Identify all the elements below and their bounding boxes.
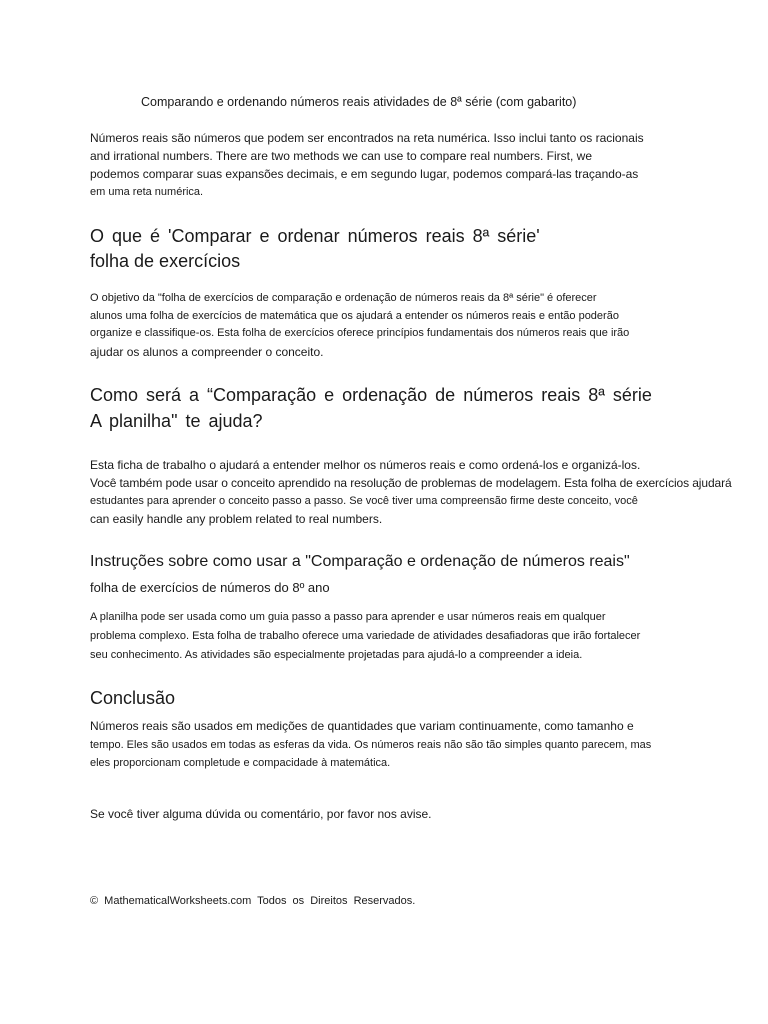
section3-heading: Instruções sobre como usar a "Comparação e ordenação de números reais" (90, 553, 630, 570)
conclusion-body-line-2: tempo. Eles são usados em todas as esferas da vida. Os números reais não são tão simples quanto parecem, mas (90, 739, 652, 751)
section2-body-line-3: estudantes para aprender o conceito passo a passo. Se você tiver uma compreensão firme deste conceito, você (90, 495, 638, 507)
intro-line-3: podemos comparar suas expansões decimais, e em segundo lugar, podemos compará-las traçando-as (90, 167, 639, 181)
section3-body-line-2: problema complexo. Esta folha de trabalho oferece uma variedade de atividades desafiadoras que irão fortalecer (90, 630, 641, 642)
conclusion-body-line-1: Números reais são usados em medições de quantidades que variam continuamente, como tamanho e (90, 719, 634, 733)
document-title: Comparando e ordenando números reais atividades de 8ª série (com gabarito) (141, 95, 577, 109)
closing-note: Se você tiver alguma dúvida ou comentário, por favor nos avise. (90, 807, 432, 821)
intro-line-2: and irrational numbers. There are two methods we can use to compare real numbers. First, we (90, 149, 593, 163)
section1-body-line-4: ajudar os alunos a compreender o conceito. (90, 345, 324, 359)
section3-body-line-3: seu conhecimento. As atividades são especialmente projetadas para ajudá-lo a compreender a ideia. (90, 649, 583, 661)
intro-line-4: em uma reta numérica. (90, 186, 204, 198)
section1-heading-line-2: folha de exercícios (90, 251, 241, 271)
section1-body-line-1: O objetivo da "folha de exercícios de comparação e ordenação de números reais da 8ª série" é oferecer (90, 292, 597, 304)
section3-subheading: folha de exercícios de números do 8º ano (90, 580, 330, 595)
section2-heading-line-2: A planilha" te ajuda? (90, 411, 263, 431)
intro-line-1: Números reais são números que podem ser encontrados na reta numérica. Isso inclui tanto os racionais (90, 131, 644, 145)
section2-heading-line-1: Como será a “Comparação e ordenação de números reais 8ª série (90, 385, 652, 405)
section1-body-line-2: alunos uma folha de exercícios de matemática que os ajudará a entender os números reais e então poderão (90, 310, 619, 322)
conclusion-body-line-3: eles proporcionam completude e compacidade à matemática. (90, 757, 391, 769)
section3-body-line-1: A planilha pode ser usada como um guia passo a passo para aprender e usar números reais em qualquer (90, 611, 606, 623)
section2-body-line-4: can easily handle any problem related to real numbers. (90, 512, 383, 526)
copyright-footer: © MathematicalWorksheets.com Todos os Direitos Reservados. (90, 895, 416, 907)
conclusion-heading: Conclusão (90, 688, 176, 708)
section2-body-line-1: Esta ficha de trabalho o ajudará a entender melhor os números reais e como ordená-los e organizá-los. (90, 458, 641, 472)
section2-body-line-2: Você também pode usar o conceito aprendido na resolução de problemas de modelagem. Esta folha de exercícios ajudará (90, 476, 732, 490)
section1-heading-line-1: O que é 'Comparar e ordenar números reais 8ª série' (90, 226, 540, 246)
section1-body-line-3: organize e classifique-os. Esta folha de exercícios oferece princípios fundamentais dos números reais que irão (90, 327, 630, 339)
